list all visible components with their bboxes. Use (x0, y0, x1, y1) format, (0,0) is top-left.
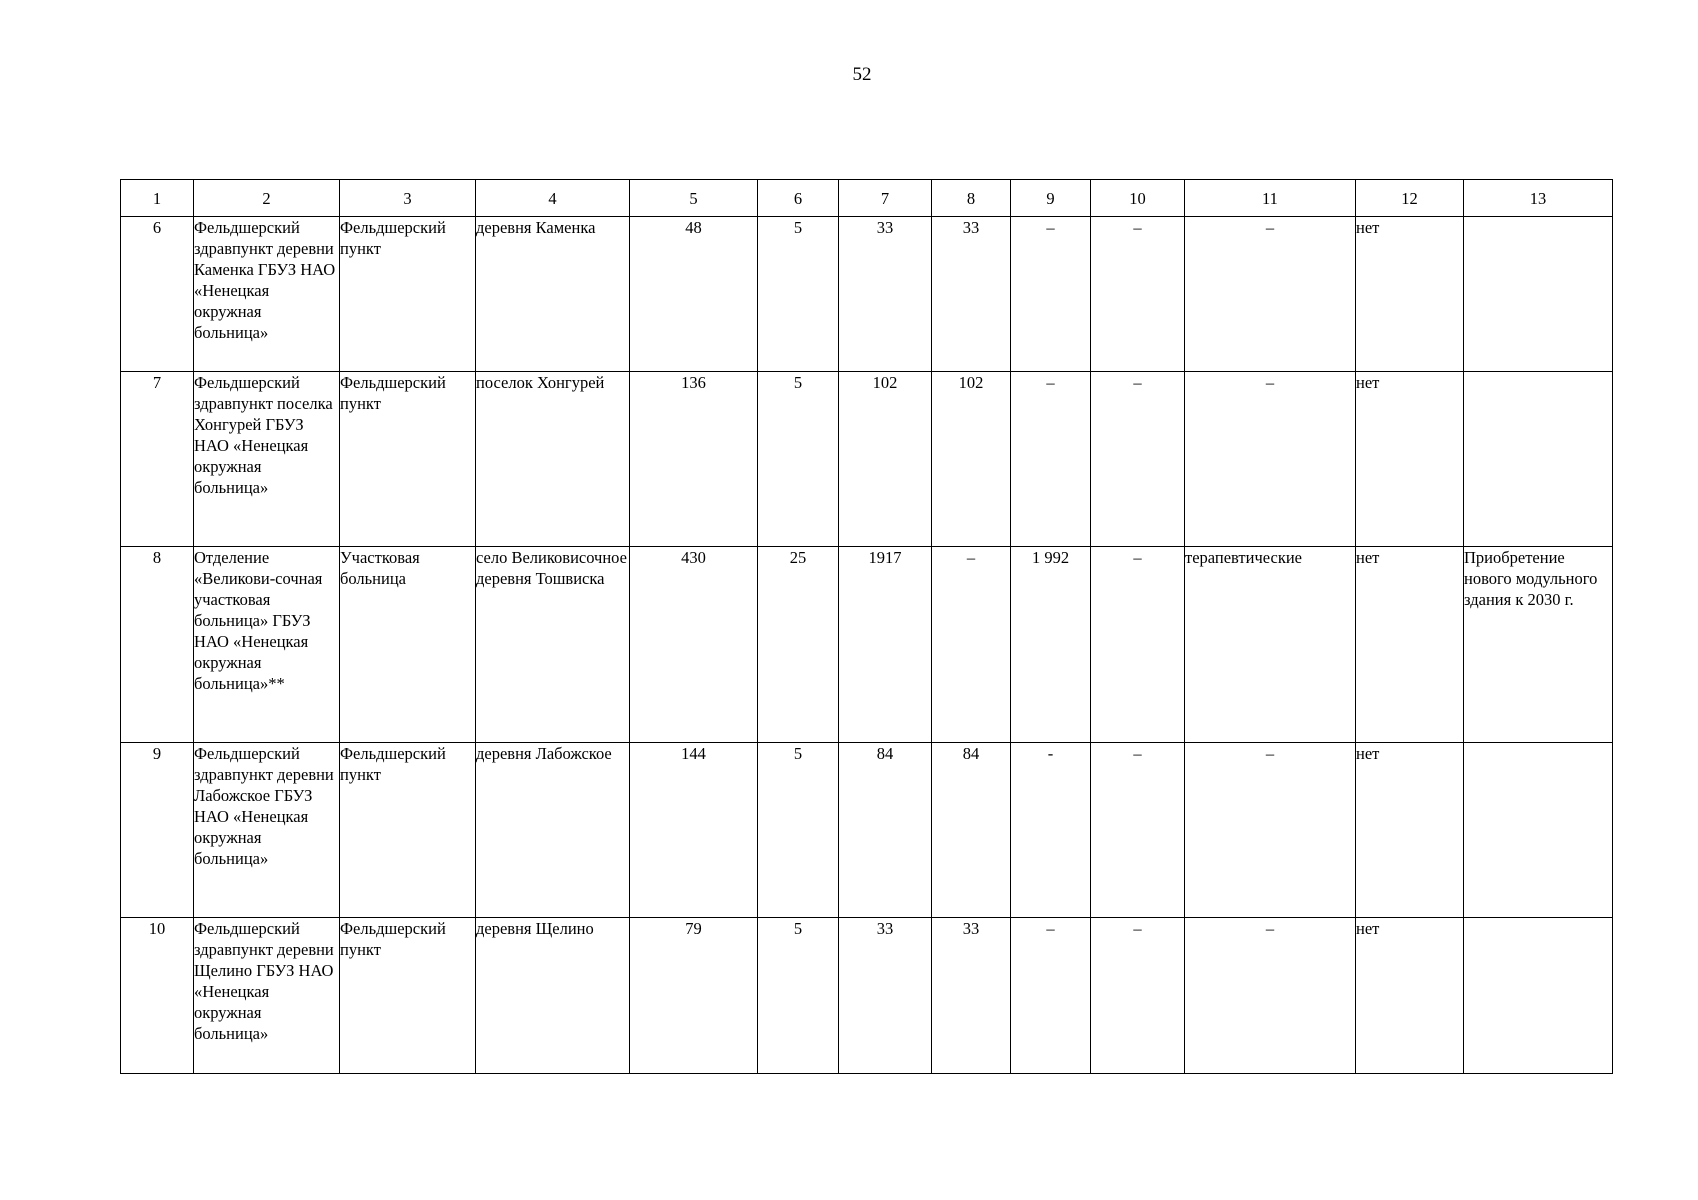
row-number: 10 (121, 918, 194, 1074)
cell-col7: 102 (839, 372, 932, 547)
cell-col13: Приобретение нового модульного здания к 2030 г. (1464, 547, 1613, 743)
cell-col13 (1464, 918, 1613, 1074)
row-number: 6 (121, 217, 194, 372)
facility-type: Фельдшерский пункт (340, 217, 476, 372)
cell-col8: – (932, 547, 1011, 743)
cell-col6: 25 (758, 547, 839, 743)
facility-name: Фельдшерский здравпункт поселка Хонгурей ГБУЗ НАО «Ненецкая окружная больница» (194, 372, 340, 547)
cell-col11: – (1185, 217, 1356, 372)
column-header: 4 (476, 180, 630, 217)
column-header: 11 (1185, 180, 1356, 217)
cell-col6: 5 (758, 372, 839, 547)
facility-type: Фельдшерский пункт (340, 743, 476, 918)
table-header-row (121, 180, 1613, 217)
cell-col11: – (1185, 918, 1356, 1074)
cell-col9: – (1011, 217, 1091, 372)
facilities-table (120, 179, 1613, 1074)
locality: деревня Каменка (476, 217, 630, 372)
table-row (121, 743, 1613, 918)
cell-col7: 33 (839, 217, 932, 372)
cell-col8: 84 (932, 743, 1011, 918)
table-row (121, 372, 1613, 547)
table-row (121, 547, 1613, 743)
column-header: 10 (1091, 180, 1185, 217)
cell-col10: – (1091, 743, 1185, 918)
cell-col10: – (1091, 918, 1185, 1074)
cell-col9: – (1011, 918, 1091, 1074)
row-number: 7 (121, 372, 194, 547)
cell-col5: 144 (630, 743, 758, 918)
facility-name: Фельдшерский здравпункт деревни Каменка ГБУЗ НАО «Ненецкая окружная больница» (194, 217, 340, 372)
locality: деревня Щелино (476, 918, 630, 1074)
facility-name: Отделение «Великови-сочная участковая больница» ГБУЗ НАО «Ненецкая окружная больница»** (194, 547, 340, 743)
locality: деревня Лабожское (476, 743, 630, 918)
cell-col5: 430 (630, 547, 758, 743)
cell-col10: – (1091, 217, 1185, 372)
cell-col8: 33 (932, 918, 1011, 1074)
cell-col13 (1464, 217, 1613, 372)
cell-col7: 33 (839, 918, 932, 1074)
cell-col12: нет (1356, 372, 1464, 547)
page-number: 52 (852, 64, 872, 85)
cell-col5: 136 (630, 372, 758, 547)
cell-col9: 1 992 (1011, 547, 1091, 743)
row-number: 8 (121, 547, 194, 743)
column-header: 1 (121, 180, 194, 217)
column-header: 7 (839, 180, 932, 217)
column-header: 3 (340, 180, 476, 217)
facility-name: Фельдшерский здравпункт деревни Лабожское ГБУЗ НАО «Ненецкая окружная больница» (194, 743, 340, 918)
facility-type: Фельдшерский пункт (340, 918, 476, 1074)
cell-col13 (1464, 372, 1613, 547)
row-number: 9 (121, 743, 194, 918)
cell-col6: 5 (758, 743, 839, 918)
cell-col6: 5 (758, 918, 839, 1074)
cell-col13 (1464, 743, 1613, 918)
cell-col9: – (1011, 372, 1091, 547)
cell-col12: нет (1356, 918, 1464, 1074)
cell-col11: терапевтические (1185, 547, 1356, 743)
cell-col11: – (1185, 743, 1356, 918)
column-header: 8 (932, 180, 1011, 217)
locality: село Великовисочное деревня Тошвиска (476, 547, 630, 743)
cell-col7: 84 (839, 743, 932, 918)
cell-col12: нет (1356, 217, 1464, 372)
table-row (121, 918, 1613, 1074)
column-header: 9 (1011, 180, 1091, 217)
facility-name: Фельдшерский здравпункт деревни Щелино ГБУЗ НАО «Ненецкая окружная больница» (194, 918, 340, 1074)
table-row (121, 217, 1613, 372)
facility-type: Фельдшерский пункт (340, 372, 476, 547)
cell-col8: 33 (932, 217, 1011, 372)
cell-col10: – (1091, 547, 1185, 743)
facility-type: Участковая больница (340, 547, 476, 743)
cell-col12: нет (1356, 743, 1464, 918)
cell-col6: 5 (758, 217, 839, 372)
column-header: 12 (1356, 180, 1464, 217)
cell-col9: - (1011, 743, 1091, 918)
cell-col11: – (1185, 372, 1356, 547)
cell-col8: 102 (932, 372, 1011, 547)
column-header: 5 (630, 180, 758, 217)
cell-col10: – (1091, 372, 1185, 547)
column-header: 6 (758, 180, 839, 217)
cell-col12: нет (1356, 547, 1464, 743)
cell-col5: 48 (630, 217, 758, 372)
column-header: 13 (1464, 180, 1613, 217)
cell-col5: 79 (630, 918, 758, 1074)
locality: поселок Хонгурей (476, 372, 630, 547)
cell-col7: 1917 (839, 547, 932, 743)
column-header: 2 (194, 180, 340, 217)
